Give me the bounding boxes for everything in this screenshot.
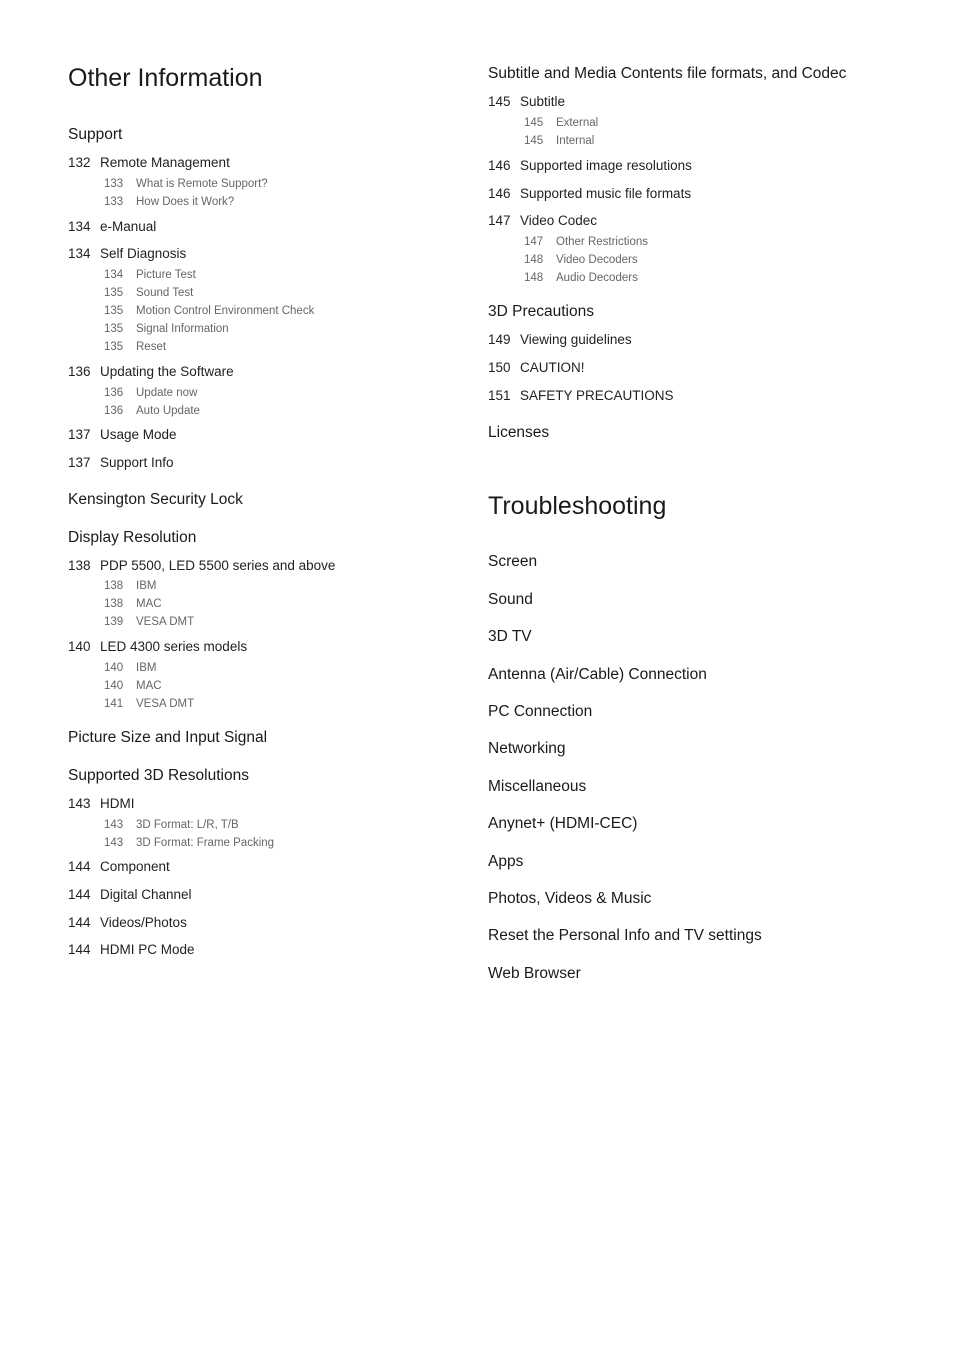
page-number: 133 [104, 196, 124, 208]
toc-entry-supported-image-resolutions[interactable] [488, 158, 692, 173]
heading-licenses[interactable]: Licenses [488, 424, 550, 441]
page-number: 136 [104, 405, 124, 417]
toc-entry-support-info[interactable] [68, 455, 174, 470]
page-number: 143 [68, 796, 91, 811]
entry-label: Sound Test [136, 287, 194, 299]
page-number: 148 [524, 254, 544, 266]
toc-entry-video-codec[interactable] [488, 213, 597, 228]
toc-entry-usage-mode[interactable] [68, 427, 177, 442]
entry-label: 3D Format: L/R, T/B [136, 819, 239, 831]
toc-subentry-ibm[interactable] [104, 580, 156, 592]
toc-subentry-auto-update[interactable] [104, 405, 200, 417]
page-number: 136 [104, 387, 124, 399]
entry-label: MAC [136, 680, 162, 692]
heading-supported-3d-resolutions[interactable]: Supported 3D Resolutions [68, 767, 249, 784]
entry-label: Picture Test [136, 269, 196, 281]
toc-subentry-vesa-dmt[interactable] [104, 616, 194, 628]
page-number: 140 [68, 639, 91, 654]
entry-label: Auto Update [136, 405, 200, 417]
page-number: 140 [104, 662, 124, 674]
troubleshooting-item-anynet[interactable]: Anynet+ (HDMI-CEC) [488, 815, 638, 832]
toc-subentry-mac[interactable] [104, 598, 162, 610]
page-number: 151 [488, 388, 511, 403]
section-title-other-information: Other Information [68, 64, 263, 92]
entry-label: Subtitle [520, 94, 566, 109]
section-title-troubleshooting: Troubleshooting [488, 492, 667, 520]
heading-display-resolution[interactable]: Display Resolution [68, 529, 197, 546]
page-number: 143 [104, 819, 124, 831]
entry-label: IBM [136, 580, 157, 592]
heading-subtitle-media-formats[interactable]: Subtitle and Media Contents file formats, and Codec [488, 65, 847, 82]
entry-label: Supported music file formats [520, 186, 692, 201]
toc-subentry-motion-control-check[interactable] [104, 305, 314, 317]
entry-label: Other Restrictions [556, 236, 649, 248]
entry-label: Signal Information [136, 323, 229, 335]
toc-subentry-3d-format-lr-tb[interactable] [104, 819, 239, 831]
entry-label: PDP 5500, LED 5500 series and above [100, 558, 336, 573]
entry-label: Support Info [100, 455, 174, 470]
page-number: 137 [68, 455, 91, 470]
toc-subentry-vesa-dmt[interactable] [104, 698, 194, 710]
page-number: 147 [524, 236, 544, 248]
troubleshooting-item-reset-personal-info[interactable]: Reset the Personal Info and TV settings [488, 927, 762, 944]
heading-picture-size[interactable]: Picture Size and Input Signal [68, 729, 268, 746]
toc-subentry-3d-format-frame-packing[interactable] [104, 837, 274, 849]
page-number: 137 [68, 427, 91, 442]
toc-subentry-other-restrictions[interactable] [524, 236, 648, 248]
entry-label: HDMI [100, 796, 135, 811]
page-number: 134 [68, 219, 91, 234]
entry-label: LED 4300 series models [100, 639, 248, 654]
toc-subentry-picture-test[interactable] [104, 269, 196, 281]
entry-label: Internal [556, 135, 595, 147]
page-number: 144 [68, 942, 91, 957]
troubleshooting-item-screen[interactable]: Screen [488, 553, 538, 570]
toc-entry-subtitle[interactable] [488, 94, 565, 109]
troubleshooting-item-pc-connection[interactable]: PC Connection [488, 703, 593, 720]
toc-subentry-sound-test[interactable] [104, 287, 193, 299]
heading-support[interactable]: Support [68, 126, 123, 143]
troubleshooting-item-web-browser[interactable]: Web Browser [488, 965, 581, 982]
page-number: 144 [68, 887, 91, 902]
page-number: 135 [104, 323, 124, 335]
heading-kensington-lock[interactable]: Kensington Security Lock [68, 491, 243, 508]
troubleshooting-item-antenna-connection[interactable]: Antenna (Air/Cable) Connection [488, 666, 707, 683]
page-number: 146 [488, 158, 511, 173]
toc-subentry-reset[interactable] [104, 341, 166, 353]
toc-entry-led-4300[interactable] [68, 639, 247, 654]
entry-label: Motion Control Environment Check [136, 305, 315, 317]
page-number: 136 [68, 364, 91, 379]
entry-label: Videos/Photos [100, 915, 187, 930]
toc-entry-videos-photos[interactable] [68, 915, 187, 930]
page-number: 134 [68, 246, 91, 261]
entry-label: Viewing guidelines [520, 332, 632, 347]
page-number: 145 [488, 94, 511, 109]
toc-entry-caution[interactable] [488, 360, 585, 375]
page-number: 134 [104, 269, 124, 281]
page-number: 145 [524, 135, 544, 147]
page-number: 141 [104, 698, 124, 710]
entry-label: What is Remote Support? [136, 178, 268, 190]
page-number: 133 [104, 178, 124, 190]
page-number: 147 [488, 213, 511, 228]
toc-entry-updating-software[interactable] [68, 364, 234, 379]
toc-subentry-external[interactable] [524, 117, 598, 129]
troubleshooting-item-photos-videos-music[interactable]: Photos, Videos & Music [488, 890, 652, 907]
toc-entry-viewing-guidelines[interactable] [488, 332, 632, 347]
toc-subentry-internal[interactable] [524, 135, 594, 147]
entry-label: VESA DMT [136, 698, 195, 710]
entry-label: Remote Management [100, 155, 230, 170]
toc-subentry-what-is-remote-support[interactable] [104, 178, 268, 190]
toc-subentry-update-now[interactable] [104, 387, 197, 399]
entry-label: Audio Decoders [556, 272, 638, 284]
troubleshooting-item-sound[interactable]: Sound [488, 591, 533, 608]
toc-entry-remote-management[interactable] [68, 155, 230, 170]
entry-label: 3D Format: Frame Packing [136, 837, 275, 849]
entry-label: Self Diagnosis [100, 246, 187, 261]
toc-subentry-mac[interactable] [104, 680, 162, 692]
page-number: 150 [488, 360, 511, 375]
page-number: 149 [488, 332, 511, 347]
page-number: 135 [104, 305, 124, 317]
troubleshooting-item-apps[interactable]: Apps [488, 853, 524, 870]
entry-label: External [556, 117, 599, 129]
toc-subentry-audio-decoders[interactable] [524, 272, 638, 284]
page-number: 148 [524, 272, 544, 284]
page-number: 144 [68, 915, 91, 930]
toc-entry-supported-music-formats[interactable] [488, 186, 691, 201]
troubleshooting-item-networking[interactable]: Networking [488, 740, 566, 757]
toc-entry-safety-precautions[interactable] [488, 388, 674, 403]
page-number: 146 [488, 186, 511, 201]
entry-label: Reset [136, 341, 167, 353]
page-number: 138 [104, 598, 124, 610]
toc-subentry-signal-information[interactable] [104, 323, 229, 335]
toc-entry-self-diagnosis[interactable] [68, 246, 186, 261]
entry-label: SAFETY PRECAUTIONS [520, 388, 674, 403]
toc-entry-e-manual[interactable] [68, 219, 156, 234]
entry-label: Supported image resolutions [520, 158, 692, 173]
toc-subentry-video-decoders[interactable] [524, 254, 638, 266]
page-number: 135 [104, 287, 124, 299]
entry-label: Video Codec [520, 213, 598, 228]
entry-label: VESA DMT [136, 616, 195, 628]
entry-label: Updating the Software [100, 364, 234, 379]
troubleshooting-item-3d-tv[interactable]: 3D TV [488, 628, 532, 645]
page-number: 138 [104, 580, 124, 592]
page-number: 139 [104, 616, 124, 628]
entry-label: How Does it Work? [136, 196, 235, 208]
entry-label: IBM [136, 662, 157, 674]
entry-label: Update now [136, 387, 198, 399]
toc-entry-hdmi-pc-mode[interactable] [68, 942, 195, 957]
page-number: 143 [104, 837, 124, 849]
toc-entry-hdmi[interactable] [68, 796, 135, 811]
troubleshooting-item-miscellaneous[interactable]: Miscellaneous [488, 778, 587, 795]
entry-label: Digital Channel [100, 887, 192, 902]
page-number: 144 [68, 859, 91, 874]
page-number: 145 [524, 117, 544, 129]
entry-label: e-Manual [100, 219, 157, 234]
page-number: 135 [104, 341, 124, 353]
page-number: 140 [104, 680, 124, 692]
entry-label: CAUTION! [520, 360, 585, 375]
entry-label: MAC [136, 598, 162, 610]
toc-entry-component[interactable] [68, 859, 170, 874]
entry-label: HDMI PC Mode [100, 942, 195, 957]
entry-label: Video Decoders [556, 254, 638, 266]
heading-3d-precautions[interactable]: 3D Precautions [488, 303, 594, 320]
entry-label: Component [100, 859, 170, 874]
page-number: 138 [68, 558, 91, 573]
toc-subentry-how-does-it-work[interactable] [104, 196, 234, 208]
entry-label: Usage Mode [100, 427, 177, 442]
toc-entry-digital-channel[interactable] [68, 887, 192, 902]
toc-subentry-ibm[interactable] [104, 662, 156, 674]
toc-entry-pdp-5500[interactable] [68, 558, 335, 573]
page-number: 132 [68, 155, 91, 170]
